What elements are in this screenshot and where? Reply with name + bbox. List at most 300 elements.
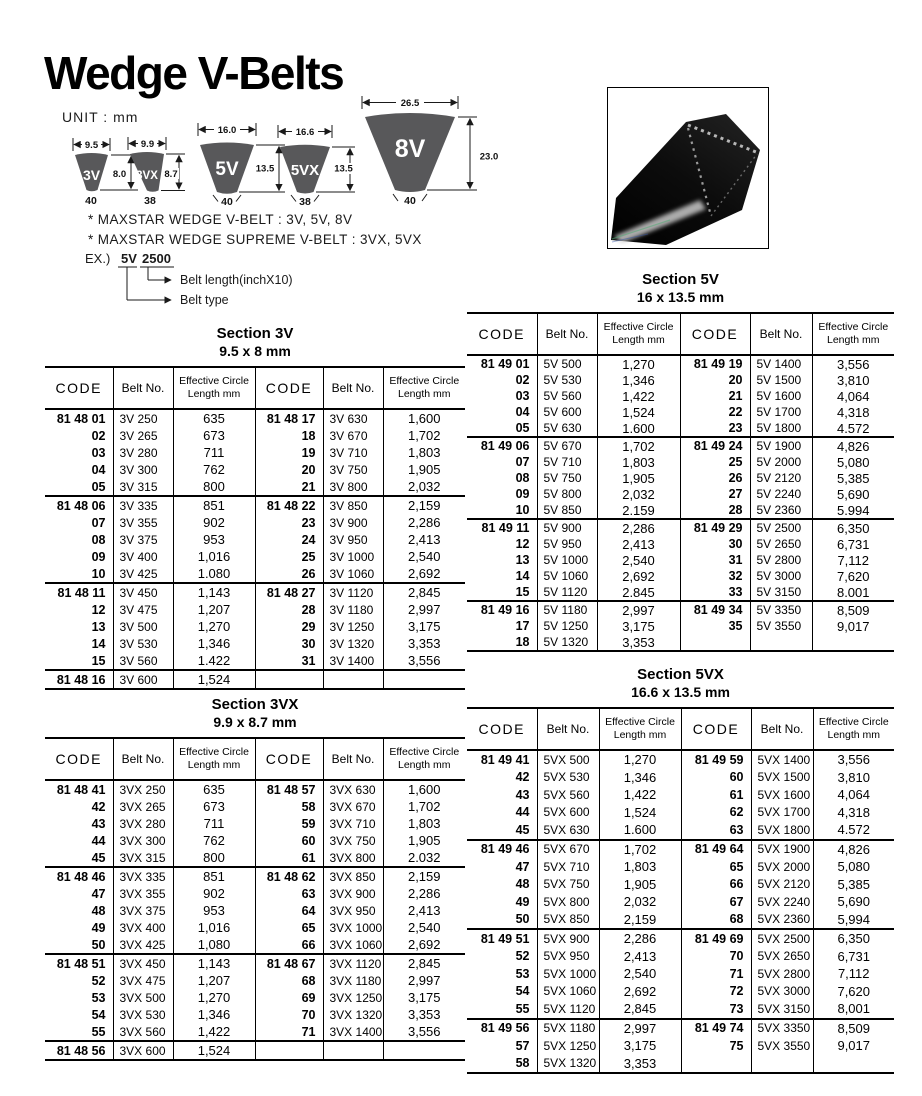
belt-no-cell: 5VX 1000	[537, 965, 599, 983]
code-cell: 23	[255, 514, 323, 531]
belt-no-cell: 5V 1320	[537, 634, 597, 651]
unit-label: UNIT : mm	[62, 109, 139, 125]
table-row	[467, 536, 894, 552]
column-header-code: CODE	[467, 708, 537, 750]
code-cell: 03	[515, 389, 530, 403]
5v-width-value: 16.0	[217, 125, 237, 136]
belt-no-cell: 3V 710	[323, 444, 383, 461]
length-cell: 2,032	[383, 478, 465, 496]
belt-no-cell: 5V 2240	[750, 486, 812, 502]
length-cell: 4,318	[812, 404, 894, 420]
length-cell: 1,600	[383, 409, 465, 427]
code-cell: 22	[680, 404, 750, 420]
length-cell: 1,270	[173, 989, 255, 1006]
belt-no-cell: 3VX 265	[113, 798, 173, 815]
table-row	[45, 635, 465, 652]
length-cell: 1,016	[173, 548, 255, 565]
note-wedge-v-belt: * MAXSTAR WEDGE V-BELT : 3V, 5V, 8V	[88, 212, 353, 227]
belt-no-cell: 3V 850	[323, 496, 383, 514]
length-cell: 711	[173, 815, 255, 832]
column-header-belt-no: Belt No.	[537, 708, 599, 750]
section-5vx-title: Section 5VX	[637, 666, 724, 683]
belt-no-cell: 3V 750	[323, 461, 383, 478]
code-cell: 20	[680, 372, 750, 388]
code-cell: 15	[515, 585, 530, 599]
length-cell: 2,997	[599, 1019, 681, 1038]
length-cell: 2.032	[383, 849, 465, 867]
belt-no-cell: 5VX 2800	[751, 965, 813, 983]
table-row	[45, 832, 465, 849]
belt-no-cell: 5V 1400	[750, 355, 812, 372]
length-cell: 2,540	[597, 552, 680, 568]
code-cell: 65	[681, 858, 751, 876]
column-header-belt-no: Belt No.	[323, 738, 383, 780]
length-cell: 800	[173, 849, 255, 867]
belt-no-cell: 3VX 1180	[323, 972, 383, 989]
table-row	[467, 454, 894, 470]
length-cell: 4,064	[812, 388, 894, 404]
code-cell: 14	[91, 636, 106, 651]
table-row	[45, 989, 465, 1006]
length-cell: 2,997	[383, 972, 465, 989]
5vx-height-value: 13.5	[334, 163, 353, 175]
table-row	[467, 486, 894, 502]
belt-no-cell: 5VX 3350	[751, 1019, 813, 1038]
belt-no-cell: 3VX 560	[113, 1023, 173, 1041]
column-header-length: Effective Circle Length mm	[597, 313, 680, 355]
table-row	[467, 404, 894, 420]
length-cell: 9,017	[813, 1037, 894, 1055]
belt-no-cell: 3VX 450	[113, 954, 173, 972]
column-header-belt-no: Belt No.	[113, 367, 173, 409]
length-cell: 1,143	[173, 954, 255, 972]
5vx-width-value: 16.6	[295, 127, 315, 138]
belt-no-cell: 5V 670	[537, 437, 597, 454]
3vx-height-value: 8.7	[164, 169, 178, 180]
code-cell: 31	[255, 652, 323, 670]
code-cell: 81 48 16	[45, 670, 113, 689]
example-belt-length-value: 2500	[142, 251, 171, 266]
belt-no-cell: 5V 600	[537, 404, 597, 420]
belt-no-cell: 5V 2500	[750, 519, 812, 536]
code-cell: 07	[515, 455, 530, 469]
length-cell: 2,159	[599, 911, 681, 930]
length-cell: 1,803	[597, 454, 680, 470]
code-cell: 81 48 62	[255, 867, 323, 885]
belt-no-cell: 3V 425	[113, 565, 173, 583]
table-row	[45, 565, 465, 583]
belt-no-cell: 5V 1060	[537, 568, 597, 584]
column-header-code: CODE	[45, 367, 113, 409]
length-cell	[383, 1041, 465, 1060]
length-cell: 2,159	[383, 496, 465, 514]
belt-no-cell: 5VX 1120	[537, 1000, 599, 1019]
belt-no-cell: 3VX 750	[323, 832, 383, 849]
belt-no-cell: 5VX 500	[537, 750, 599, 769]
belt-no-cell: 5V 530	[537, 372, 597, 388]
code-cell: 81 49 24	[680, 437, 750, 454]
table-row	[467, 750, 894, 769]
table-row	[467, 876, 894, 894]
belt-no-cell: 5VX 2360	[751, 911, 813, 930]
belt-no-cell: 5V 2000	[750, 454, 812, 470]
length-cell: 4,826	[812, 437, 894, 454]
length-cell: 1,346	[173, 1006, 255, 1023]
code-cell: 58	[255, 798, 323, 815]
code-cell: 27	[680, 486, 750, 502]
table-row	[467, 769, 894, 787]
length-cell	[383, 670, 465, 689]
code-cell: 19	[255, 444, 323, 461]
belt-no-cell: 5VX 750	[537, 876, 599, 894]
belt-no-cell: 3VX 250	[113, 780, 173, 798]
length-cell: 1,702	[383, 427, 465, 444]
diagram-5vx	[278, 125, 355, 208]
length-cell: 1,905	[599, 876, 681, 894]
code-cell: 55	[91, 1024, 106, 1039]
code-cell: 81 49 51	[467, 929, 537, 948]
code-cell: 58	[515, 1056, 530, 1071]
code-cell: 81 48 51	[45, 954, 113, 972]
belt-no-cell: 5VX 850	[537, 911, 599, 930]
belt-no-cell: 3VX 425	[113, 936, 173, 954]
code-cell: 81 48 22	[255, 496, 323, 514]
belt-no-cell: 5V 1250	[537, 618, 597, 634]
diagram-8v	[362, 96, 503, 207]
code-cell: 15	[91, 653, 106, 668]
length-cell: 1,346	[173, 635, 255, 652]
belt-no-cell: 5V 1600	[750, 388, 812, 404]
column-header-code: CODE	[680, 313, 750, 355]
code-cell: 81 49 34	[680, 601, 750, 618]
section-3v-subtitle: 9.5 x 8 mm	[219, 343, 291, 359]
length-cell: 3,175	[383, 989, 465, 1006]
length-cell: 1.422	[173, 652, 255, 670]
belt-no-cell: 5VX 1400	[751, 750, 813, 769]
belt-no-cell: 5V 900	[537, 519, 597, 536]
length-cell: 2,997	[383, 601, 465, 618]
3v-width-value: 9.5	[84, 140, 99, 151]
length-cell	[812, 634, 894, 651]
belt-no-cell: 5VX 2120	[751, 876, 813, 894]
table-row	[467, 1055, 894, 1074]
length-cell: 762	[173, 461, 255, 478]
length-cell: 2,413	[599, 948, 681, 966]
length-cell: 5,690	[813, 893, 894, 911]
length-cell: 7,620	[812, 568, 894, 584]
code-cell: 44	[515, 805, 530, 820]
column-header-code: CODE	[255, 738, 323, 780]
belt-no-cell: 3V 500	[113, 618, 173, 635]
length-cell: 635	[173, 409, 255, 427]
belt-no-cell: 5VX 1500	[751, 769, 813, 787]
5v-width-dimension	[198, 123, 256, 136]
table-row	[45, 867, 465, 885]
code-cell: 54	[515, 984, 530, 999]
notes	[88, 210, 422, 250]
code-cell: 81 48 27	[255, 583, 323, 601]
table-row	[45, 548, 465, 565]
code-cell: 60	[681, 769, 751, 787]
length-cell: 3,556	[813, 750, 894, 769]
table-row	[467, 552, 894, 568]
code-cell: 71	[681, 965, 751, 983]
code-cell	[255, 1041, 323, 1060]
code-cell: 10	[515, 503, 530, 517]
code-cell: 30	[680, 536, 750, 552]
diagram-5v	[198, 123, 285, 208]
section-3v-title: Section 3V	[216, 325, 294, 342]
section-3vx-table	[45, 737, 465, 1061]
belt-no-cell: 3VX 1000	[323, 919, 383, 936]
belt-no-cell: 5V 1120	[537, 584, 597, 601]
table-row	[467, 634, 894, 651]
length-cell: 1,524	[597, 404, 680, 420]
3vx-height-dimension	[161, 154, 185, 191]
code-cell: 69	[255, 989, 323, 1006]
code-cell: 24	[255, 531, 323, 548]
code-cell: 05	[91, 479, 106, 494]
length-cell: 4.572	[813, 821, 894, 840]
code-cell: 05	[515, 421, 530, 435]
belt-no-cell: 3V 1120	[323, 583, 383, 601]
length-cell: 902	[173, 885, 255, 902]
column-header-belt-no: Belt No.	[537, 313, 597, 355]
code-cell: 29	[255, 618, 323, 635]
belt-no-cell: 3V 560	[113, 652, 173, 670]
column-header-length: Effective Circle Length mm	[173, 738, 255, 780]
section-5vx-table	[467, 707, 894, 1074]
section-5vx-subtitle: 16.6 x 13.5 mm	[631, 684, 730, 700]
column-header-length: Effective Circle Length mm	[812, 313, 894, 355]
section-5v	[467, 271, 894, 652]
belt-no-cell: 5VX 530	[537, 769, 599, 787]
belt-no-cell: 5V 2800	[750, 552, 812, 568]
table-row	[45, 618, 465, 635]
code-cell: 10	[91, 566, 106, 581]
belt-no-cell: 3V 1400	[323, 652, 383, 670]
length-cell: 851	[173, 867, 255, 885]
code-cell: 45	[515, 822, 530, 837]
diagram-3vx	[128, 137, 185, 207]
belt-no-cell: 3VX 950	[323, 902, 383, 919]
code-cell: 28	[680, 502, 750, 519]
belt-no-cell: 3V 1320	[323, 635, 383, 652]
column-header-belt-no: Belt No.	[750, 313, 812, 355]
table-row	[467, 372, 894, 388]
belt-no-cell: 3V 280	[113, 444, 173, 461]
length-cell: 5.994	[812, 502, 894, 519]
length-cell: 3,175	[599, 1037, 681, 1055]
belt-no-cell: 5VX 2000	[751, 858, 813, 876]
length-cell: 711	[173, 444, 255, 461]
length-cell: 2,413	[383, 902, 465, 919]
column-header-code: CODE	[467, 313, 537, 355]
code-cell: 09	[515, 487, 530, 501]
belt-no-cell	[750, 634, 812, 651]
example-belt-type-value: 5V	[121, 251, 137, 266]
length-cell: 1,702	[599, 840, 681, 859]
table-row	[45, 849, 465, 867]
table-row	[467, 893, 894, 911]
belt-no-cell: 3VX 1320	[323, 1006, 383, 1023]
belt-no-cell: 5V 750	[537, 470, 597, 486]
length-cell: 1.600	[597, 420, 680, 437]
code-cell: 70	[681, 948, 751, 966]
3vx-width-dimension	[128, 137, 166, 150]
column-header-belt-no: Belt No.	[751, 708, 813, 750]
code-cell: 81 49 41	[480, 752, 530, 767]
code-cell: 18	[255, 427, 323, 444]
table-row	[467, 1019, 894, 1038]
belt-no-cell: 3V 950	[323, 531, 383, 548]
code-cell: 68	[681, 911, 751, 930]
length-cell: 6,350	[813, 929, 894, 948]
code-cell: 09	[91, 549, 106, 564]
belt-no-cell: 5V 2650	[750, 536, 812, 552]
belt-no-cell: 5VX 2650	[751, 948, 813, 966]
code-cell: 26	[680, 470, 750, 486]
table-row	[45, 1041, 465, 1060]
code-cell: 20	[255, 461, 323, 478]
code-cell: 21	[255, 478, 323, 496]
section-5v-title: Section 5V	[642, 271, 719, 288]
code-cell: 81 48 46	[45, 867, 113, 885]
table-row	[45, 1006, 465, 1023]
code-cell: 81 49 69	[681, 929, 751, 948]
length-cell: 2,692	[597, 568, 680, 584]
belt-no-cell: 5VX 1600	[751, 786, 813, 804]
3vx-shape-label: 3VX	[136, 170, 158, 182]
section-3v	[45, 325, 465, 690]
code-cell: 54	[91, 1007, 106, 1022]
code-cell: 21	[680, 388, 750, 404]
length-cell: 5,080	[813, 858, 894, 876]
table-row	[467, 437, 894, 454]
5v-angle-value: 40	[221, 196, 233, 208]
code-cell: 12	[91, 602, 106, 617]
belt-no-cell: 3VX 355	[113, 885, 173, 902]
belt-no-cell: 3V 900	[323, 514, 383, 531]
length-cell: 5,994	[813, 911, 894, 930]
table-row	[467, 983, 894, 1001]
length-cell: 1,524	[599, 804, 681, 822]
length-cell: 4.572	[812, 420, 894, 437]
code-cell: 35	[680, 618, 750, 634]
belt-no-cell: 5VX 630	[537, 821, 599, 840]
length-cell: 1,207	[173, 601, 255, 618]
length-cell: 8,509	[812, 601, 894, 618]
3v-shape-label: 3V	[82, 167, 101, 183]
belt-no-cell	[323, 1041, 383, 1060]
table-row	[467, 470, 894, 486]
belt-no-cell: 3V 475	[113, 601, 173, 618]
code-cell: 48	[91, 903, 106, 918]
table-row	[467, 840, 894, 859]
belt-photo	[607, 87, 769, 249]
length-cell: 1,702	[597, 437, 680, 454]
code-cell: 81 49 29	[680, 519, 750, 536]
belt-no-cell: 3VX 280	[113, 815, 173, 832]
length-cell: 7,620	[813, 983, 894, 1001]
table-row	[467, 965, 894, 983]
length-cell: 1,803	[383, 815, 465, 832]
length-cell: 1,080	[173, 936, 255, 954]
length-cell: 1,207	[173, 972, 255, 989]
table-row	[45, 919, 465, 936]
length-cell: 851	[173, 496, 255, 514]
3vx-angle-value: 38	[144, 195, 156, 207]
5vx-width-dimension	[278, 125, 332, 138]
code-cell: 63	[681, 821, 751, 840]
table-row	[45, 461, 465, 478]
length-cell: 1,905	[383, 461, 465, 478]
column-header-code: CODE	[681, 708, 751, 750]
code-cell: 61	[681, 786, 751, 804]
belt-no-cell: 3V 265	[113, 427, 173, 444]
belt-no-cell: 5V 1800	[750, 420, 812, 437]
code-cell: 81 48 67	[255, 954, 323, 972]
length-cell: 2,286	[383, 885, 465, 902]
length-cell: 1,422	[173, 1023, 255, 1041]
code-cell: 03	[91, 445, 106, 460]
belt-no-cell: 3V 1060	[323, 565, 383, 583]
code-cell: 04	[91, 462, 106, 477]
length-cell: 1,524	[173, 1041, 255, 1060]
code-cell: 81 49 46	[467, 840, 537, 859]
belt-no-cell: 5VX 1900	[751, 840, 813, 859]
code-cell: 61	[255, 849, 323, 867]
code-cell: 45	[91, 850, 106, 865]
code-cell: 47	[515, 859, 530, 874]
belt-no-cell: 3VX 710	[323, 815, 383, 832]
length-cell: 673	[173, 798, 255, 815]
belt-no-cell: 5VX 3150	[751, 1000, 813, 1019]
code-cell: 44	[91, 833, 106, 848]
code-cell: 23	[680, 420, 750, 437]
length-cell: 1,905	[597, 470, 680, 486]
code-cell: 55	[515, 1001, 530, 1016]
length-cell: 7,112	[812, 552, 894, 568]
code-cell: 81 48 41	[56, 782, 106, 797]
belt-no-cell: 5VX 1250	[537, 1037, 599, 1055]
code-cell: 81 48 56	[45, 1041, 113, 1060]
table-row	[45, 514, 465, 531]
column-header-length: Effective Circle Length mm	[813, 708, 894, 750]
table-row	[467, 584, 894, 601]
length-cell: 4,318	[813, 804, 894, 822]
belt-no-cell: 3V 1000	[323, 548, 383, 565]
code-cell: 50	[515, 912, 530, 927]
code-cell: 30	[255, 635, 323, 652]
table-row	[467, 929, 894, 948]
length-cell: 5,690	[812, 486, 894, 502]
table-row	[45, 1023, 465, 1041]
length-cell: 3,353	[597, 634, 680, 651]
code-cell: 33	[680, 584, 750, 601]
column-header-belt-no: Belt No.	[113, 738, 173, 780]
belt-no-cell: 3VX 300	[113, 832, 173, 849]
table-row	[467, 388, 894, 404]
length-cell: 1.600	[599, 821, 681, 840]
belt-no-cell: 3VX 1120	[323, 954, 383, 972]
code-cell: 26	[255, 565, 323, 583]
belt-no-cell: 5VX 3550	[751, 1037, 813, 1055]
code-cell: 52	[91, 973, 106, 988]
table-row	[45, 478, 465, 496]
length-cell: 3,175	[597, 618, 680, 634]
table-row	[45, 815, 465, 832]
